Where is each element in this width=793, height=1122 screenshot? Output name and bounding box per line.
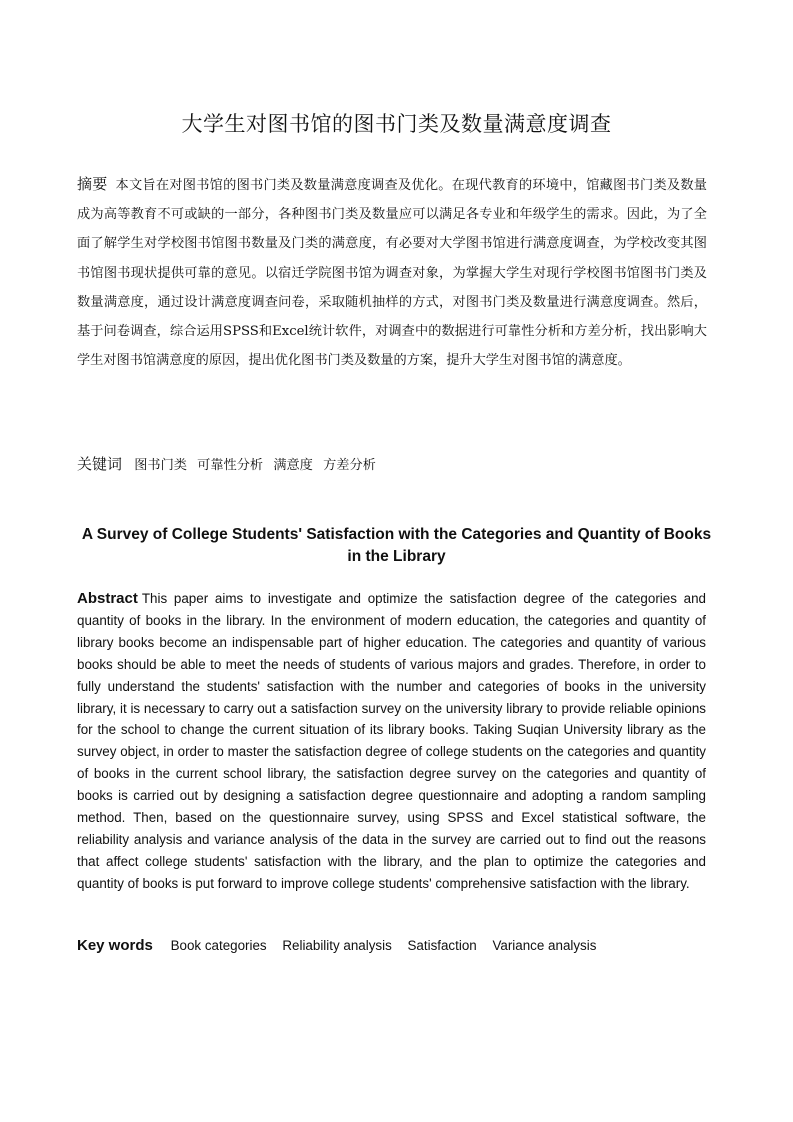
chinese-abstract-text: 本文旨在对图书馆的图书门类及数量满意度调查及优化。在现代教育的环境中，馆藏图书门类及数量成为高等教育不可或缺的一部分，各种图书门类及数量应可以满足各专业和年级学生的需求。因此，为了全面了解学生对学校图书馆图书数量及门类的满意度，有必要对大学图书馆进行满意度调查，为学校改变其图书馆图书现状提供可靠的意见。以宿迁学院图书馆为调查对象，为掌握大学生对现行学校图书馆图书门类及数量满意度，通过设计满意度调查问卷，采取随机抽样的方式，对图书门类及数量进行满意度调查。然后，基于问卷调查，综合运用SPSS和Excel统计软件，对调查中的数据进行可靠性分析和方差分析，找出影响大学生对图书馆满意度的原因，提出优化图书门类及数量的方案，提升大学生对图书馆的满意度。: [77, 178, 707, 369]
chinese-keyword: 图书门类: [134, 458, 187, 473]
english-title: A Survey of College Students' Satisfaction with the Categories and Quantity of Books in the Library: [81, 526, 712, 565]
english-keyword: Book categories: [170, 938, 267, 953]
english-abstract-text: This paper aims to investigate and optimize the satisfaction degree of the categories and quantity of books in the library. In the environment of modern education, the categories and quantity of library books become an indispensable part of higher education. The categories and quantity of various books should be able to meet the needs of students of various majors and grades. Therefore, in order to fully understand the students' satisfaction with the number and categories of books in the university library, it is necessary to carry out a satisfaction survey on the university library to provide reliable opinions for the school to change the current situation of its library books. Taking Suqian University library as the survey object, in order to master the satisfaction degree of college students on the categories and quantity of books in the current school library, the satisfaction degree survey on the categories and quantity of books is carried out by designing a satisfaction degree questionnaire and adopting a random sampling method. Then, based on the questionnaire survey, using SPSS and Excel statistical software, the reliability analysis and variance analysis of the data in the survey are carried out to find out the reasons that affect college students' satisfaction with the library, and the plan to optimize the categories and quantity of books is put forward to improve college students' comprehensive satisfaction with the library.: [77, 591, 706, 891]
english-keywords: [77, 934, 717, 958]
chinese-keyword: 可靠性分析: [197, 458, 264, 473]
chinese-keywords-label: 关键词: [77, 455, 123, 473]
english-keywords-label: Key words: [77, 937, 153, 954]
chinese-keyword: 满意度: [273, 458, 313, 473]
english-keyword: Reliability analysis: [282, 938, 392, 953]
english-keyword: Satisfaction: [407, 938, 477, 953]
chinese-keywords: [77, 452, 717, 478]
chinese-title: 大学生对图书馆的图书门类及数量满意度调查: [181, 112, 612, 136]
chinese-abstract-label: 摘要: [77, 175, 108, 193]
chinese-abstract: [77, 170, 707, 375]
english-abstract: [77, 588, 706, 895]
english-keyword: Variance analysis: [492, 938, 597, 953]
english-abstract-label: Abstract: [77, 590, 138, 607]
chinese-keyword: 方差分析: [323, 458, 376, 473]
